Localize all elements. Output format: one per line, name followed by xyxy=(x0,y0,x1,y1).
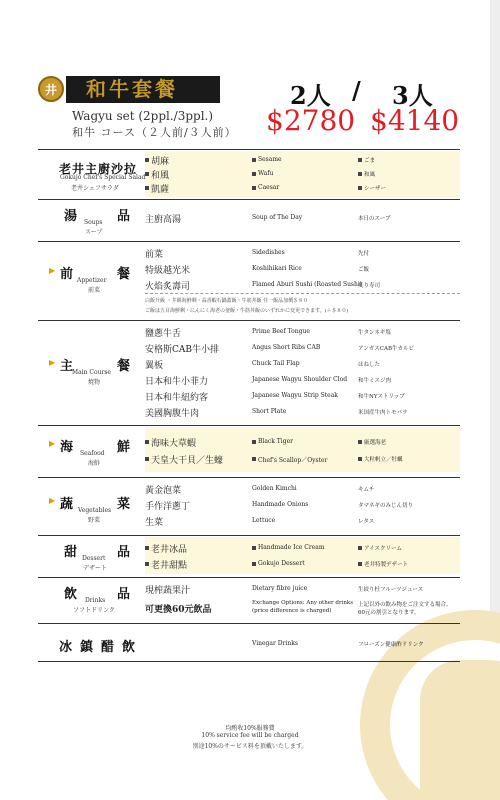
appetizer-label-en: Appetizer xyxy=(77,277,107,284)
dessert-label-b: 品 xyxy=(117,545,131,560)
seafood-item-zh: 海味大草蝦 xyxy=(151,439,197,449)
drinks-exchange-en1: Exchange Options: Any other drinks xyxy=(252,600,354,606)
salad-item-zh: 和風 xyxy=(151,171,170,181)
price-3ppl: $4140 xyxy=(370,104,460,137)
drinks-exchange-en2: (price difference is charged) xyxy=(252,608,332,614)
drinks-label-b: 品 xyxy=(117,587,131,602)
bullet-square xyxy=(358,457,362,461)
main-item-zh: 安格斯CAB牛小排 xyxy=(145,345,219,355)
main-item-zh: 鹽蔥牛舌 xyxy=(145,329,182,339)
section-rule xyxy=(38,577,460,578)
seafood-label-jp: 海鮮 xyxy=(88,460,101,467)
appetizer-item-zh: 特級越光米 xyxy=(145,266,191,276)
veg-label-en: Vegetables xyxy=(78,507,112,514)
bullet-square xyxy=(358,172,362,176)
appetizer-note-zh: 白飯升級 ・井餅海鮮剩・蒜香蝦石鍋蓋飯・牛筋丼飯 任一飯品加價＄８０ xyxy=(145,298,309,304)
bullet-square xyxy=(358,158,362,162)
footer-service-jp: 別途10%のサービス料を頂戴いたします。 xyxy=(192,743,308,750)
main-item-zh: 日本和牛紐約客 xyxy=(145,393,209,403)
bullet-square xyxy=(145,440,149,444)
dessert-item-en: Gokujo Dessert xyxy=(258,560,305,567)
bullet-square xyxy=(252,546,256,550)
veg-item-jp: キムチ xyxy=(358,487,375,493)
salad-label-jp: 老井シェフサラダ xyxy=(71,185,119,192)
drinks-item-jp: 生絞り杜フルーツジュース xyxy=(358,587,424,593)
arrow-icon: ▶ xyxy=(49,358,56,367)
set-subtitle-en: Wagyu set (2ppl./3ppl.) xyxy=(72,109,214,123)
veg-item-zh: 手作洋蔥丁 xyxy=(145,502,191,512)
main-item-en: Angus Short Ribs CAB xyxy=(252,344,321,351)
appetizer-item-jp: 炙り寿司 xyxy=(358,283,381,289)
section-rule xyxy=(38,425,460,426)
veg-label-a: 蔬 xyxy=(60,497,74,512)
veg-item-zh: 黃金泡菜 xyxy=(145,486,182,496)
bullet-square xyxy=(358,186,362,190)
seafood-item-jp: 大粒帆立／牡蠣 xyxy=(364,457,403,463)
drinks-label-a: 飲 xyxy=(64,587,78,602)
drinks-label-jp: ソフトドリンク xyxy=(73,607,115,614)
salad-item-jp: ごま xyxy=(364,158,376,164)
vinegar-item-en: Vinegar Drinks xyxy=(252,640,298,647)
bullet-square xyxy=(145,158,149,162)
veg-item-en: Handmade Onions xyxy=(252,501,309,508)
drinks-label-en: Drinks xyxy=(85,597,106,604)
col-3ppl-label: 3人 xyxy=(392,81,433,110)
seafood-item-en: Black Tiger xyxy=(258,438,293,445)
soup-item-zh: 主廚高湯 xyxy=(145,215,182,225)
appetizer-item-jp: 先付 xyxy=(358,251,370,257)
dessert-item-jp: 老井特製デザート xyxy=(364,562,409,568)
footer-service-zh: 均酌收10%服務費 xyxy=(225,725,275,732)
main-item-en: Chuck Tail Flap xyxy=(252,360,300,367)
col-2ppl-label: 2人 xyxy=(290,81,331,110)
bullet-square xyxy=(252,562,256,566)
section-rule xyxy=(38,623,460,624)
dashed-rule xyxy=(145,293,460,294)
section-rule xyxy=(38,149,460,150)
appetizer-item-en: Flamed Aburi Sushi (Roasted Sushi) xyxy=(252,281,363,288)
veg-item-en: Lettuce xyxy=(252,517,276,524)
salad-item-jp: シーザー xyxy=(364,186,387,192)
main-item-jp: 米国産牛肉トモバラ xyxy=(358,410,408,416)
arrow-icon: ▶ xyxy=(49,439,56,448)
bullet-square xyxy=(358,440,362,444)
seafood-item-zh: 天皇大干貝／生蠔 xyxy=(151,456,224,466)
main-label-b: 餐 xyxy=(117,359,131,374)
section-rule xyxy=(38,477,460,478)
dessert-item-jp: アイスクリーム xyxy=(364,546,402,552)
bullet-square xyxy=(145,546,149,550)
set-title: 和牛套餐 xyxy=(86,77,178,101)
bullet-square xyxy=(252,186,256,190)
main-item-en: Japanese Wagyu Strip Steak xyxy=(252,392,338,399)
salad-item-en: Sesame xyxy=(258,156,282,163)
bullet-square xyxy=(252,457,256,461)
section-rule xyxy=(38,661,460,662)
section-rule xyxy=(38,241,460,242)
veg-item-zh: 生菜 xyxy=(145,518,164,528)
drinks-exchange-jp2: 60元の割引となります。 xyxy=(358,610,420,616)
dessert-item-en: Handmade Ice Cream xyxy=(258,544,325,551)
appetizer-label-b: 餐 xyxy=(117,267,131,282)
salad-item-en: Caesar xyxy=(258,184,280,191)
veg-item-jp: レタス xyxy=(358,519,375,525)
bullet-square xyxy=(358,546,362,550)
main-item-en: Prime Beef Tongue xyxy=(252,328,310,335)
veg-item-jp: タマネギのみじん切り xyxy=(358,503,414,509)
dessert-label-jp: デザート xyxy=(83,565,108,572)
col-divider: / xyxy=(352,76,361,105)
main-label-a: 主 xyxy=(60,359,74,374)
main-item-zh: 美國胸腹牛肉 xyxy=(145,409,200,419)
main-item-jp: はねした xyxy=(358,362,381,368)
seafood-label-a: 海 xyxy=(60,440,74,455)
drinks-exchange-zh: 可更換60元飲品 xyxy=(145,605,212,615)
soup-item-jp: 本日のスープ xyxy=(358,216,391,222)
main-item-jp: アンガスCAB牛カルビ xyxy=(358,346,415,352)
main-item-jp: 牛タンネギ塩 xyxy=(358,330,391,336)
bullet-square xyxy=(358,562,362,566)
main-item-jp: 和牛ミスジ肉 xyxy=(358,378,392,384)
salad-item-en: Wafu xyxy=(258,170,274,177)
main-item-en: Japanese Wagyu Shoulder Clod xyxy=(252,376,348,383)
dessert-label-a: 甜 xyxy=(64,545,78,560)
dessert-band xyxy=(145,537,460,574)
salad-band xyxy=(145,151,460,197)
price-2ppl: $2780 xyxy=(266,104,356,137)
soup-label-a: 湯 xyxy=(64,209,78,224)
seafood-item-en: Chef's Scallop／Oyster xyxy=(258,457,328,464)
soup-label-en: Soups xyxy=(84,219,103,226)
veg-item-en: Golden Kimchi xyxy=(252,485,297,492)
bullet-square xyxy=(145,457,149,461)
salad-item-zh: 胡麻 xyxy=(151,157,170,167)
footer-service-en: 10% service fee will be charged xyxy=(201,732,299,739)
appetizer-item-jp: ご飯 xyxy=(358,267,370,273)
main-item-jp: 和牛NYストリップ xyxy=(358,394,405,400)
soup-label-b: 品 xyxy=(117,209,131,224)
drinks-item-zh: 現榨蔬果汁 xyxy=(145,586,191,596)
arrow-icon: ▶ xyxy=(49,496,56,505)
section-rule xyxy=(38,320,460,321)
seafood-label-en: Seafood xyxy=(80,450,105,457)
salad-label: 老井主廚沙拉 xyxy=(59,162,138,176)
soup-item-en: Soup of The Day xyxy=(252,214,303,221)
appetizer-item-en: Sidedishes xyxy=(252,249,285,256)
vinegar-item-jp: フローズン健康酢ドリンク xyxy=(358,642,424,648)
seafood-label-b: 鮮 xyxy=(117,440,131,455)
main-item-en: Short Plate xyxy=(252,408,287,415)
section-rule xyxy=(38,535,460,536)
arrow-icon: ▶ xyxy=(49,266,56,275)
main-item-zh: 翼板 xyxy=(145,361,164,371)
appetizer-item-zh: 前菜 xyxy=(145,250,164,260)
dessert-label-en: Dessert xyxy=(82,555,106,562)
main-label-en: Main Course xyxy=(72,369,111,376)
appetizer-note-jp: ご飯は五目海鮮剩・にんにく海老の釜飯・牛筋丼飯のいずれかに変更できます。(＋＄８０) xyxy=(145,308,349,314)
drinks-exchange-jp1: 上記以外の飲み物をご注文する場合。 xyxy=(358,602,452,608)
appetizer-label-a: 前 xyxy=(60,267,74,282)
vinegar-label: 冰鎮醋飲 xyxy=(59,640,144,655)
appetizer-item-en: Koshihikari Rice xyxy=(252,265,302,272)
salad-label-en: Gokujo Chef's Special Salad xyxy=(60,174,146,181)
bullet-square xyxy=(252,440,256,444)
bullet-square xyxy=(252,172,256,176)
main-label-jp: 焼物 xyxy=(88,379,101,386)
brand-logo-icon xyxy=(38,76,64,102)
drinks-item-en: Dietary fibre juice xyxy=(252,585,308,592)
bullet-square xyxy=(252,158,256,162)
set-subtitle-jp: 和牛 コース（２人前/３人前） xyxy=(72,126,237,139)
seafood-item-jp: 厳選海老 xyxy=(364,440,387,446)
veg-label-jp: 野菜 xyxy=(88,517,101,524)
soup-label-jp: スープ xyxy=(85,229,103,236)
salad-item-zh: 凱薩 xyxy=(151,185,170,195)
bullet-square xyxy=(145,172,149,176)
brand-logo-glyph: 井 xyxy=(44,82,57,97)
appetizer-item-zh: 火焰炙壽司 xyxy=(145,282,191,292)
appetizer-label-jp: 前菜 xyxy=(88,287,101,294)
dessert-item-zh: 老井甜點 xyxy=(151,561,188,571)
section-rule xyxy=(38,199,460,200)
main-item-zh: 日本和牛小菲力 xyxy=(145,377,209,387)
bullet-square xyxy=(145,186,149,190)
bullet-square xyxy=(145,562,149,566)
salad-item-jp: 和風 xyxy=(364,172,376,178)
dessert-item-zh: 老井冰品 xyxy=(151,545,188,555)
veg-label-b: 菜 xyxy=(117,497,131,512)
